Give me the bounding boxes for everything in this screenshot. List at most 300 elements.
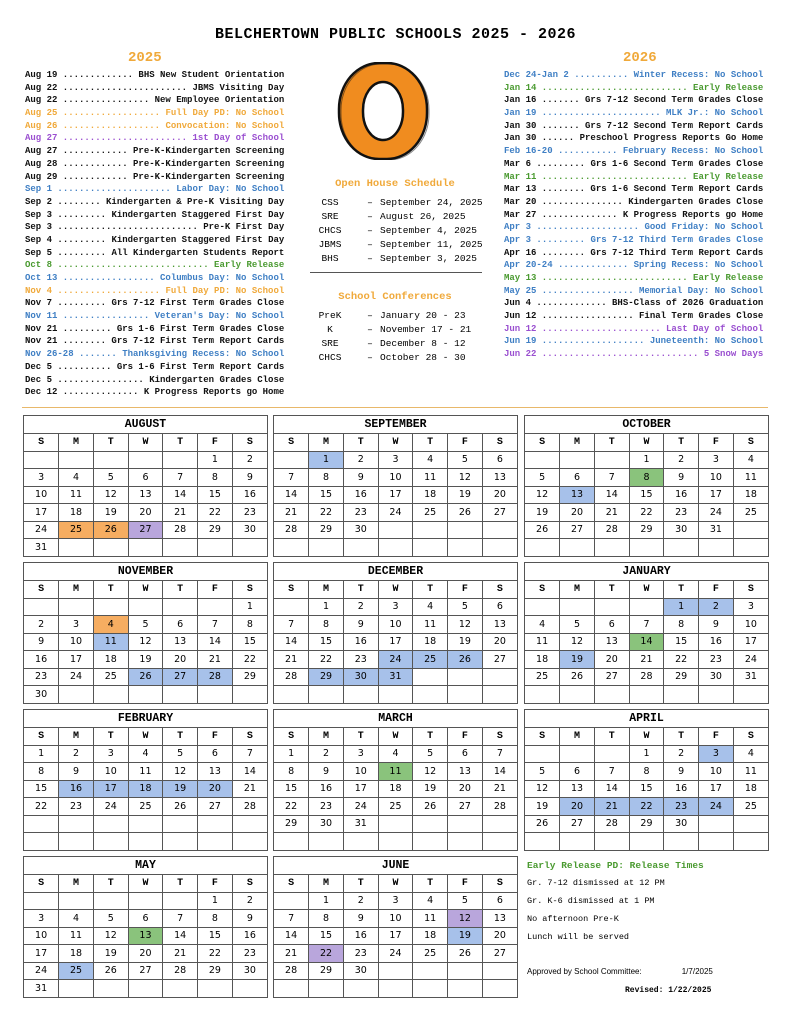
event-text: Spring Recess: No School	[633, 260, 764, 271]
weekday-header: M	[560, 581, 595, 598]
event-row: Sep 3 ......... Kindergarten Staggered First Day	[25, 209, 285, 220]
event-date: Dec 24-Jan 2	[504, 70, 569, 80]
day-cell: 7	[163, 910, 198, 928]
weekday-header: T	[93, 434, 128, 451]
day-cell: 16	[699, 633, 734, 651]
weekday-header: S	[232, 434, 267, 451]
empty-cell	[163, 815, 198, 833]
day-cell: 9	[664, 763, 699, 781]
day-cell: 7	[482, 745, 517, 763]
empty-cell	[309, 980, 344, 997]
weekday-header: S	[274, 434, 309, 451]
day-cell: 5	[413, 745, 448, 763]
day-cell: 2	[664, 745, 699, 763]
event-row: Jun 22 ............................. 5 Snow Days	[504, 349, 764, 360]
event-text: 1st Day of School	[192, 133, 285, 144]
day-cell: 8	[24, 763, 59, 781]
day-cell: 20	[448, 780, 483, 798]
day-cell: 8	[198, 910, 233, 928]
day-cell: 12	[93, 486, 128, 504]
event-text: Preschool Progress Reports Go Home	[579, 133, 764, 144]
weekday-header: F	[448, 728, 483, 745]
day-cell: 13	[163, 633, 198, 651]
weekday-header: T	[664, 434, 699, 451]
weekday-header: S	[232, 728, 267, 745]
day-cell: 28	[274, 962, 309, 980]
event-text: Grs 1-6 Second Term Report Cards	[590, 184, 764, 195]
event-date: Mar 13	[504, 184, 537, 195]
release-note-line: Gr. 7-12 dismissed at 12 PM	[527, 878, 665, 888]
weekday-header: T	[163, 434, 198, 451]
day-cell: 15	[309, 633, 344, 651]
day-cell: 5	[525, 763, 560, 781]
event-text: Last Day of School	[666, 323, 764, 334]
schedule-dash: –	[367, 253, 373, 264]
event-date: Dec 12	[25, 387, 58, 398]
empty-cell	[525, 686, 560, 703]
day-cell: 18	[378, 780, 413, 798]
weekday-header: T	[343, 875, 378, 892]
month-calendar	[524, 709, 769, 851]
weekday-header: W	[378, 728, 413, 745]
event-text: Thanksgiving Recess: No School	[122, 349, 285, 360]
events-2026-list	[504, 69, 767, 361]
day-cell: 18	[93, 651, 128, 669]
day-cell: 28	[274, 668, 309, 686]
weekday-header: T	[664, 581, 699, 598]
day-cell: 5	[448, 451, 483, 469]
empty-cell	[59, 539, 94, 556]
day-cell: 9	[309, 763, 344, 781]
approved-label: Approved by School Committee:	[527, 967, 642, 976]
release-notes	[527, 860, 704, 950]
schedule-dash: –	[367, 324, 373, 335]
day-cell: 20	[482, 633, 517, 651]
event-row: Aug 22 ....................... JBMS Visiting Day	[25, 82, 285, 93]
empty-cell	[733, 815, 768, 833]
empty-cell	[24, 892, 59, 910]
day-cell: 26	[525, 521, 560, 539]
day-cell: 26	[448, 504, 483, 522]
event-row: Dec 24-Jan 2 .......... Winter Recess: No School	[504, 70, 764, 80]
weekday-header: F	[198, 728, 233, 745]
event-text: Good Friday: No School	[644, 222, 764, 233]
day-cell: 20	[128, 945, 163, 963]
event-date: Sep 3	[25, 222, 53, 233]
event-date: Dec 5	[25, 361, 53, 372]
day-cell: 24	[93, 798, 128, 816]
empty-cell	[163, 598, 198, 616]
schedule-row	[300, 196, 483, 210]
day-cell: 12	[525, 486, 560, 504]
day-cell: 20	[560, 798, 595, 816]
day-cell: 17	[378, 927, 413, 945]
day-cell: 25	[413, 945, 448, 963]
day-cell: 15	[24, 780, 59, 798]
day-cell: 7	[163, 469, 198, 487]
event-date: Nov 4	[25, 285, 53, 296]
empty-cell	[232, 980, 267, 997]
day-cell: 17	[24, 945, 59, 963]
month-name: AUGUST	[24, 416, 267, 434]
day-cell: 18	[413, 927, 448, 945]
weekday-header: S	[24, 875, 59, 892]
day-cell: 23	[699, 651, 734, 669]
schedule-school: CSS	[321, 197, 339, 208]
weekday-header: S	[525, 434, 560, 451]
day-cell: 23	[309, 798, 344, 816]
day-cell: 24	[24, 521, 59, 539]
empty-cell	[343, 980, 378, 997]
event-row: Nov 4 ................... Full Day PD: No School	[25, 285, 285, 296]
empty-cell	[309, 539, 344, 556]
empty-cell	[198, 980, 233, 997]
schedule-row	[300, 210, 483, 224]
event-row: Apr 3 ......... Grs 7-12 Third Term Grades Close	[504, 234, 764, 245]
schedule-date: August 26, 2025	[380, 211, 466, 222]
event-date: Jun 12	[504, 311, 537, 322]
day-cell: 6	[594, 616, 629, 634]
event-text: Early Release	[693, 273, 764, 283]
day-cell: 17	[733, 633, 768, 651]
event-row: Dec 5 .......... Grs 1-6 First Term Report Cards	[25, 361, 285, 372]
empty-cell	[198, 598, 233, 616]
empty-cell	[232, 539, 267, 556]
day-cell: 2	[343, 598, 378, 616]
empty-cell	[343, 833, 378, 850]
day-cell: 30	[232, 962, 267, 980]
empty-cell	[274, 598, 309, 616]
weekday-header: M	[309, 434, 344, 451]
event-text: Grs 7-12 Second Term Grades Close	[585, 95, 764, 106]
day-cell: 9	[343, 469, 378, 487]
event-row: Dec 12 .............. K Progress Reports go Home	[25, 387, 285, 398]
event-date: Oct 13	[25, 273, 58, 283]
event-row: Aug 25 .................. Full Day PD: No School	[25, 108, 285, 119]
day-cell: 19	[448, 633, 483, 651]
event-text: Labor Day: No School	[176, 184, 285, 195]
empty-cell	[629, 598, 664, 616]
event-text: All Kindergarten Students Report	[111, 247, 285, 258]
day-cell: 3	[343, 745, 378, 763]
day-cell: 28	[232, 798, 267, 816]
day-cell: 26	[163, 798, 198, 816]
day-cell: 1	[664, 598, 699, 616]
weekday-header: W	[378, 434, 413, 451]
day-cell: 1	[198, 892, 233, 910]
day-cell: 23	[343, 504, 378, 522]
release-note-line: No afternoon Pre-K	[527, 914, 619, 924]
day-cell: 19	[93, 504, 128, 522]
day-cell: 13	[560, 780, 595, 798]
event-row: Nov 7 ......... Grs 7-12 First Term Grades Close	[25, 298, 285, 309]
event-row: Mar 6 ......... Grs 1-6 Second Term Grades Close	[504, 158, 764, 169]
empty-cell	[163, 539, 198, 556]
empty-cell	[525, 745, 560, 763]
day-cell: 19	[163, 780, 198, 798]
day-cell: 19	[128, 651, 163, 669]
month-name: MARCH	[274, 710, 517, 728]
empty-cell	[448, 686, 483, 703]
day-cell: 31	[378, 668, 413, 686]
empty-cell	[59, 892, 94, 910]
day-cell: 23	[343, 945, 378, 963]
day-cell: 28	[482, 798, 517, 816]
day-cell: 25	[733, 504, 768, 522]
empty-cell	[594, 833, 629, 850]
weekday-header: S	[482, 728, 517, 745]
day-cell: 25	[413, 651, 448, 669]
event-row: Jun 12 ................. Final Term Grades Close	[504, 311, 764, 322]
day-cell: 27	[594, 668, 629, 686]
event-date: Nov 26-28	[25, 349, 74, 360]
day-cell: 10	[24, 927, 59, 945]
day-cell: 18	[733, 780, 768, 798]
month-name: APRIL	[525, 710, 768, 728]
weekday-header: S	[482, 581, 517, 598]
day-cell: 22	[629, 504, 664, 522]
day-cell: 10	[378, 910, 413, 928]
event-text: Kindergarten Staggered First Day	[111, 234, 285, 245]
empty-cell	[413, 980, 448, 997]
weekday-header: T	[413, 434, 448, 451]
day-cell: 26	[413, 798, 448, 816]
day-cell: 6	[198, 745, 233, 763]
day-cell: 28	[594, 815, 629, 833]
empty-cell	[24, 598, 59, 616]
schedule-date: September 4, 2025	[380, 225, 477, 236]
day-cell: 30	[664, 815, 699, 833]
month-calendar	[273, 562, 518, 704]
day-cell: 2	[232, 451, 267, 469]
event-row: Apr 3 ................... Good Friday: No School	[504, 222, 764, 233]
event-text: Full Day PD: No School	[165, 285, 285, 296]
day-cell: 21	[232, 780, 267, 798]
weekday-header: W	[629, 581, 664, 598]
day-cell: 22	[198, 945, 233, 963]
conferences-table	[300, 309, 471, 365]
day-cell: 15	[274, 780, 309, 798]
day-cell: 5	[128, 616, 163, 634]
empty-cell	[413, 521, 448, 539]
day-cell: 27	[128, 521, 163, 539]
empty-cell	[274, 892, 309, 910]
day-cell: 15	[629, 486, 664, 504]
day-cell: 28	[198, 668, 233, 686]
day-cell: 5	[93, 910, 128, 928]
day-cell: 27	[482, 651, 517, 669]
event-text: Winter Recess: No School	[633, 70, 764, 80]
day-cell: 1	[274, 745, 309, 763]
day-cell: 22	[309, 504, 344, 522]
empty-cell	[448, 539, 483, 556]
event-row: Aug 19 ............. BHS New Student Orientation	[25, 70, 285, 80]
day-cell: 14	[198, 633, 233, 651]
empty-cell	[413, 686, 448, 703]
event-row: Jan 16 ....... Grs 7-12 Second Term Grades Close	[504, 95, 764, 106]
event-text: Memorial Day: No School	[639, 285, 764, 296]
schedule-date: January 20 - 23	[380, 310, 466, 321]
day-cell: 15	[309, 486, 344, 504]
day-cell: 13	[198, 763, 233, 781]
day-cell: 26	[560, 668, 595, 686]
day-cell: 19	[448, 486, 483, 504]
event-date: Jun 12	[504, 323, 537, 334]
event-row: Mar 27 .............. K Progress Reports go Home	[504, 209, 764, 220]
schedule-date: November 17 - 21	[380, 324, 472, 335]
day-cell: 14	[163, 927, 198, 945]
day-cell: 8	[629, 763, 664, 781]
event-row: Aug 28 ............ Pre-K-Kindergarten Screening	[25, 158, 285, 169]
day-cell: 25	[59, 962, 94, 980]
event-date: Jun 19	[504, 336, 537, 347]
day-cell: 24	[733, 651, 768, 669]
empty-cell	[24, 833, 59, 850]
day-cell: 17	[378, 486, 413, 504]
weekday-header: W	[128, 728, 163, 745]
schedule-date: October 28 - 30	[380, 352, 466, 363]
event-date: Oct 8	[25, 260, 53, 271]
day-cell: 3	[733, 598, 768, 616]
event-text: Convocation: No School	[165, 120, 285, 131]
day-cell: 5	[163, 745, 198, 763]
weekday-header: T	[413, 728, 448, 745]
weekday-header: M	[59, 434, 94, 451]
day-cell: 3	[378, 892, 413, 910]
event-date: Nov 11	[25, 311, 58, 322]
event-row: Jan 14 ........................... Early Release	[504, 82, 764, 93]
day-cell: 8	[664, 616, 699, 634]
day-cell: 6	[560, 763, 595, 781]
empty-cell	[629, 833, 664, 850]
day-cell: 25	[413, 504, 448, 522]
empty-cell	[594, 745, 629, 763]
event-date: Aug 25	[25, 108, 58, 119]
day-cell: 20	[482, 927, 517, 945]
day-cell: 10	[378, 469, 413, 487]
day-cell: 16	[664, 780, 699, 798]
event-row: Aug 22 ................ New Employee Orientation	[25, 95, 285, 106]
day-cell: 19	[93, 945, 128, 963]
schedule-row	[300, 351, 471, 365]
day-cell: 14	[274, 927, 309, 945]
day-cell: 16	[343, 927, 378, 945]
empty-cell	[232, 833, 267, 850]
event-row: Sep 5 ......... All Kindergarten Students Report	[25, 247, 285, 258]
weekday-header: W	[629, 434, 664, 451]
day-cell: 15	[198, 486, 233, 504]
day-cell: 5	[525, 469, 560, 487]
weekday-header: S	[274, 581, 309, 598]
event-text: February Recess: No School	[622, 146, 764, 157]
day-cell: 3	[93, 745, 128, 763]
empty-cell	[378, 815, 413, 833]
day-cell: 20	[128, 504, 163, 522]
event-row: May 13 ........................... Early Release	[504, 273, 764, 283]
day-cell: 7	[274, 910, 309, 928]
day-cell: 17	[699, 486, 734, 504]
empty-cell	[733, 521, 768, 539]
day-cell: 31	[733, 668, 768, 686]
weekday-header: S	[232, 875, 267, 892]
empty-cell	[525, 539, 560, 556]
day-cell: 27	[128, 962, 163, 980]
day-cell: 4	[413, 598, 448, 616]
empty-cell	[59, 980, 94, 997]
empty-cell	[59, 686, 94, 703]
day-cell: 22	[629, 798, 664, 816]
empty-cell	[59, 598, 94, 616]
day-cell: 15	[232, 633, 267, 651]
schedule-school: K	[327, 324, 333, 335]
day-cell: 20	[482, 486, 517, 504]
event-date: Aug 29	[25, 171, 58, 182]
weekday-header: F	[699, 728, 734, 745]
day-cell: 15	[664, 633, 699, 651]
event-text: New Employee Orientation	[154, 95, 285, 106]
weekday-header: T	[163, 581, 198, 598]
event-date: Sep 3	[25, 209, 53, 220]
empty-cell	[482, 980, 517, 997]
day-cell: 8	[629, 469, 664, 487]
day-cell: 4	[378, 745, 413, 763]
day-cell: 4	[413, 451, 448, 469]
empty-cell	[482, 539, 517, 556]
weekday-header: M	[59, 728, 94, 745]
day-cell: 6	[560, 469, 595, 487]
day-cell: 12	[448, 469, 483, 487]
event-date: Sep 5	[25, 247, 53, 258]
event-date: Mar 20	[504, 196, 537, 207]
schedule-dash: –	[367, 225, 373, 236]
day-cell: 13	[560, 486, 595, 504]
day-cell: 3	[699, 745, 734, 763]
year-2025-heading: 2025	[128, 50, 162, 66]
event-date: Aug 26	[25, 120, 58, 131]
weekday-header: T	[163, 728, 198, 745]
events-2025-list	[25, 69, 288, 399]
day-cell: 27	[560, 521, 595, 539]
day-cell: 21	[163, 504, 198, 522]
day-cell: 3	[59, 616, 94, 634]
day-cell: 13	[482, 616, 517, 634]
day-cell: 10	[24, 486, 59, 504]
day-cell: 23	[59, 798, 94, 816]
day-cell: 29	[629, 815, 664, 833]
empty-cell	[482, 521, 517, 539]
day-cell: 1	[629, 745, 664, 763]
weekday-header: S	[525, 728, 560, 745]
empty-cell	[448, 815, 483, 833]
day-cell: 26	[93, 962, 128, 980]
empty-cell	[413, 668, 448, 686]
day-cell: 12	[560, 633, 595, 651]
empty-cell	[93, 833, 128, 850]
month-calendar	[23, 562, 268, 704]
day-cell: 5	[93, 469, 128, 487]
event-text: Grs 1-6 First Term Grades Close	[116, 323, 285, 334]
empty-cell	[629, 686, 664, 703]
empty-cell	[378, 980, 413, 997]
event-text: Grs 1-6 First Term Report Cards	[116, 361, 285, 372]
day-cell: 7	[232, 745, 267, 763]
day-cell: 26	[128, 668, 163, 686]
day-cell: 14	[594, 486, 629, 504]
empty-cell	[560, 451, 595, 469]
month-name: JANUARY	[525, 563, 768, 581]
empty-cell	[128, 833, 163, 850]
day-cell: 20	[594, 651, 629, 669]
